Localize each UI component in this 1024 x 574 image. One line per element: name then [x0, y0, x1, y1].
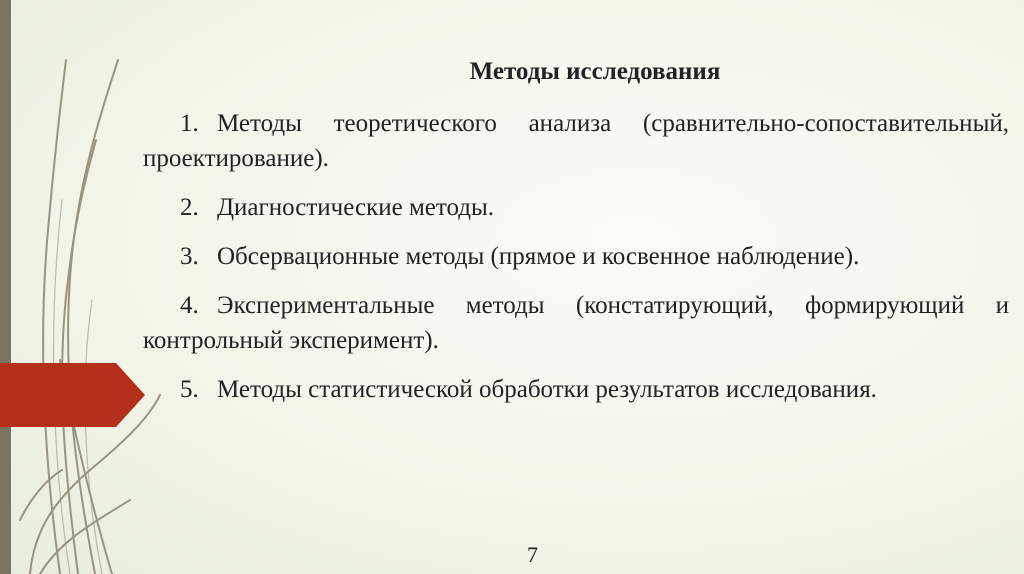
item-text: Экспериментальные методы (констатирующий, формирующий и контрольный эксперимент).: [143, 292, 1009, 354]
item-number: 2.: [180, 194, 199, 221]
list-item: [143, 190, 1009, 225]
item-text: Методы теоретического анализа (сравнительно-сопоставительный, проектирование).: [143, 110, 1009, 172]
methods-list: [143, 106, 1009, 421]
item-number: 3.: [180, 243, 199, 270]
slide-title: Методы исследования: [469, 58, 721, 85]
red-arrow-shape: [0, 363, 145, 427]
item-text: Обсервационные методы (прямое и косвенное наблюдение).: [217, 243, 860, 270]
list-item: [143, 239, 1009, 274]
left-border-bar: [0, 0, 11, 574]
item-number: 1.: [180, 110, 199, 137]
item-text: Диагностические методы.: [217, 194, 495, 221]
page-number: 7: [527, 542, 538, 567]
list-item: [143, 106, 1009, 176]
item-number: 4.: [180, 292, 199, 319]
item-number: 5.: [180, 376, 199, 403]
list-item: [143, 372, 1009, 407]
list-item: [143, 288, 1009, 358]
item-text: Методы статистической обработки результатов исследования.: [217, 376, 877, 403]
